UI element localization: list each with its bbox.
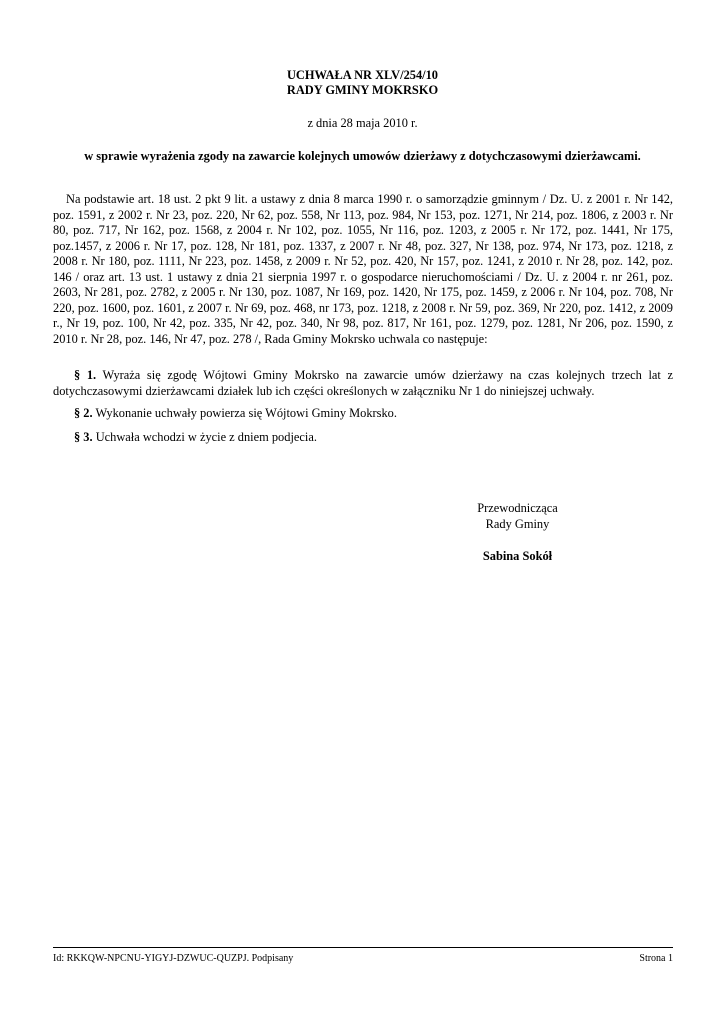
document-id: Id: RKKQW-NPCNU-YIGYJ-DZWUC-QUZPJ. Podpisany — [53, 953, 294, 964]
section-3-text: Uchwała wchodzi w życie z dniem podjecia. — [95, 430, 317, 444]
section-2-label: § 2. — [74, 406, 93, 420]
resolution-title — [0, 68, 725, 98]
council-name: RADY GMINY MOKRSKO — [286, 83, 439, 97]
section-3 — [53, 430, 673, 446]
signatory-body: Rady Gminy — [485, 517, 550, 531]
section-3-label: § 3. — [74, 430, 93, 444]
page-number: Strona 1 — [639, 953, 673, 964]
legal-basis-paragraph: Na podstawie art. 18 ust. 2 pkt 9 lit. a ustawy z dnia 8 marca 1990 r. o samorządzie gminnym / Dz. U. z 2001 r. Nr 142, poz. 1591, z 2002 r. Nr 23, poz. 220, Nr 62, poz. 558, Nr 113, poz. 984, Nr 153, poz. 1271, Nr 214, poz. 1806, z 2003 r. Nr 80, poz. 717, Nr 162, poz. 1568, z 2004 r. Nr 102, poz. 1055, Nr 116, poz. 1203, z 2005 r. Nr 172, poz. 1441, Nr 175, poz.1457, z 2006 r. Nr 17, poz. 128, Nr 181, poz. 1337, z 2007 r. Nr 48, poz. 327, Nr 138, poz. 974, Nr 173, poz. 1218, z 2008 r. Nr 180, poz. 1111, Nr 223, poz. 1458, z 2009 r. Nr 52, poz. 420, Nr 157, poz. 1241, z 2010 r. Nr 28, poz. 142, poz. 146 / oraz art. 13 ust. 1 ustawy z dnia 21 sierpnia 1997 r. o gospodarce nieruchomościami / Dz. U. z 2004 r. nr 261, poz. 2603, Nr 281, poz. 2782, z 2005 r. Nr 130, poz. 1087, Nr 169, poz. 1420, Nr 175, poz. 1459, z 2006 r. Nr 104, poz. 708, Nr 220, poz. 1600, poz. 1601, z 2007 r. Nr 69, poz. 468, nr 173, poz. 1218, z 2008 r. Nr 59, poz. 369, Nr 220, poz. 1412, z 2009 r., Nr 19, poz. 100, Nr 42, poz. 335, Nr 42, poz. 340, Nr 98, poz. 817, Nr 161, poz. 1279, poz. 1281, Nr 206, poz. 1590, z 2010 r. Nr 28, poz. 146, Nr 47, poz. 278 /, Rada Gminy Mokrsko uchwala co następuje: — [53, 192, 673, 346]
resolution-number: UCHWAŁA NR XLV/254/10 — [286, 68, 438, 82]
section-1 — [53, 368, 673, 399]
resolution-subject: w sprawie wyrażenia zgody na zawarcie kolejnych umowów dzierżawy z dotychczasowymi dzierżawcami. — [84, 149, 641, 163]
section-1-text: Wyraża się zgodę Wójtowi Gminy Mokrsko na zawarcie umów dzierżawy na czas kolejnych trzech lat z dotychczasowymi dzierżawcami działek lub ich części określonych w załączniku Nr 1 do niniejszej uchwały. — [53, 368, 673, 398]
resolution-date: z dnia 28 maja 2010 r. — [307, 116, 418, 130]
footer-divider — [53, 947, 673, 948]
signatory-name: Sabina Sokół — [482, 549, 553, 563]
section-2-text: Wykonanie uchwały powierza się Wójtowi Gminy Mokrsko. — [95, 406, 397, 420]
section-1-label: § 1. — [74, 368, 97, 382]
section-2 — [53, 406, 673, 422]
signatory-role: Przewodnicząca — [477, 501, 558, 515]
